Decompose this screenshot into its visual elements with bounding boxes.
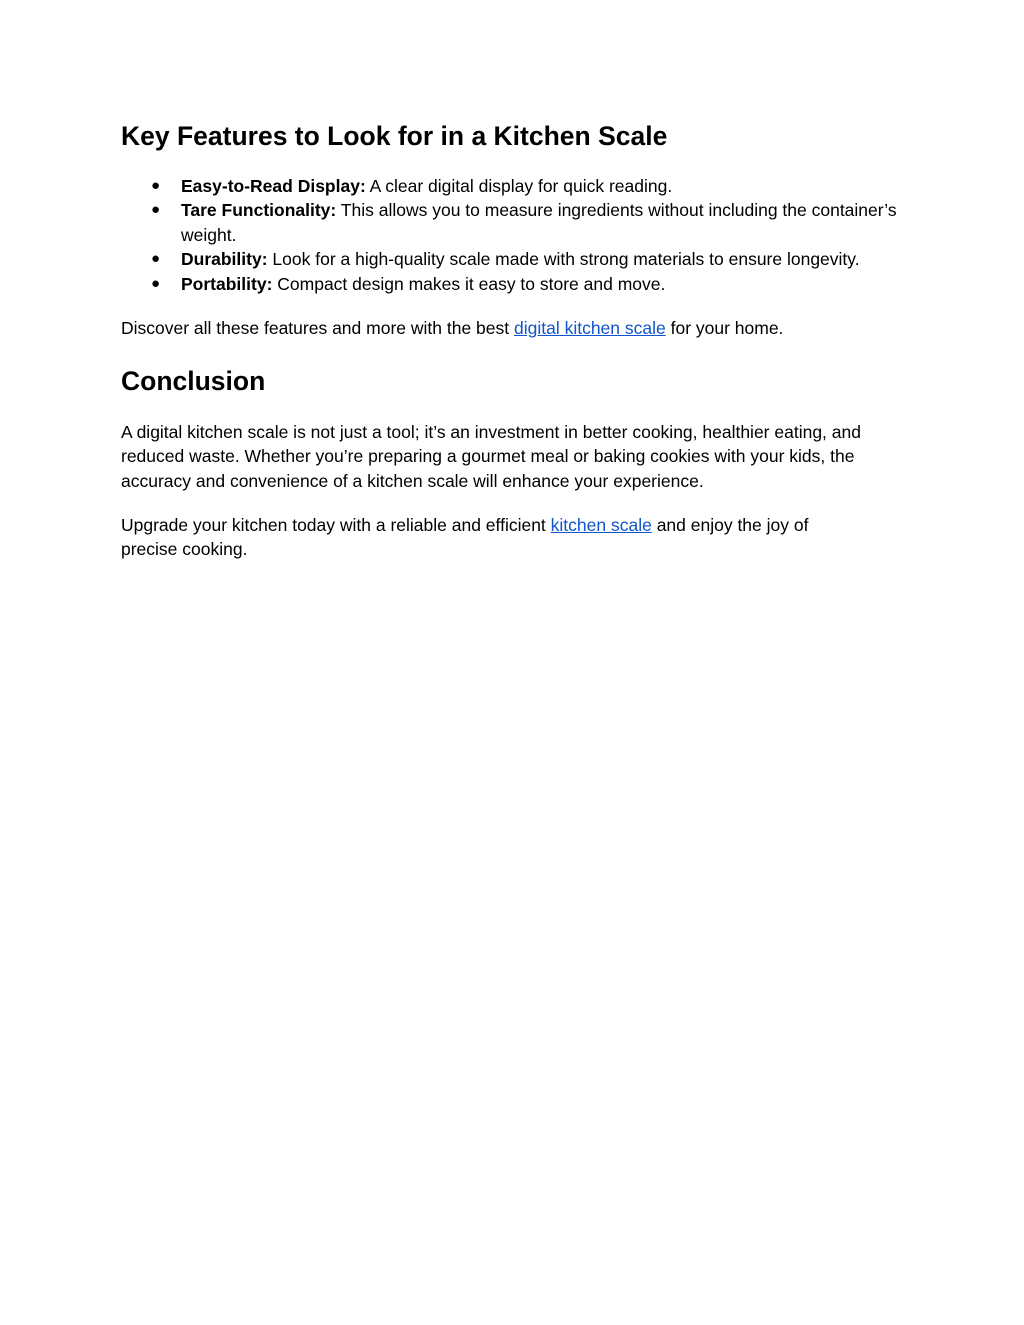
features-list	[121, 174, 911, 296]
bullet-icon: ●	[151, 250, 161, 268]
feature-description: This allows you to measure ingredients without including the container’s weight.	[181, 200, 897, 245]
digital-kitchen-scale-link[interactable]: digital kitchen scale	[513, 318, 666, 338]
upgrade-paragraph	[121, 513, 861, 562]
feature-term: Tare Functionality:	[181, 200, 337, 221]
list-item	[121, 272, 911, 296]
bullet-icon: ●	[151, 274, 161, 292]
feature-description: Look for a high-quality scale made with strong materials to ensure longevity.	[267, 249, 860, 270]
upgrade-text-after: and enjoy the joy of precise cooking.	[121, 515, 809, 560]
bullet-icon: ●	[151, 201, 161, 219]
list-item	[121, 198, 911, 247]
list-item	[121, 247, 911, 271]
feature-description: Compact design makes it easy to store and move.	[272, 273, 666, 294]
heading-conclusion: Conclusion	[121, 366, 266, 396]
upgrade-text-before: Upgrade your kitchen today with a reliable and efficient	[121, 515, 551, 535]
discover-text-after: for your home.	[665, 318, 784, 338]
feature-term: Easy-to-Read Display:	[181, 176, 366, 196]
conclusion-paragraph: A digital kitchen scale is not just a tool; it’s an investment in better cooking, healthier eating, and reduced waste. Whether you’re preparing a gourmet meal or baking cookies with your kids, the accuracy and convenience of a kitchen scale will enhance your experience.	[121, 422, 861, 491]
feature-term: Portability:	[181, 273, 273, 294]
bullet-icon: ●	[151, 177, 161, 194]
discover-text-before: Discover all these features and more with the best	[121, 318, 514, 338]
kitchen-scale-link[interactable]: kitchen scale	[550, 515, 652, 535]
feature-term: Durability:	[181, 249, 268, 270]
list-item	[121, 174, 911, 198]
feature-description: A clear digital display for quick reading.	[365, 176, 673, 196]
heading-key-features: Key Features to Look for in a Kitchen Scale	[121, 121, 668, 151]
discover-paragraph	[121, 316, 783, 340]
